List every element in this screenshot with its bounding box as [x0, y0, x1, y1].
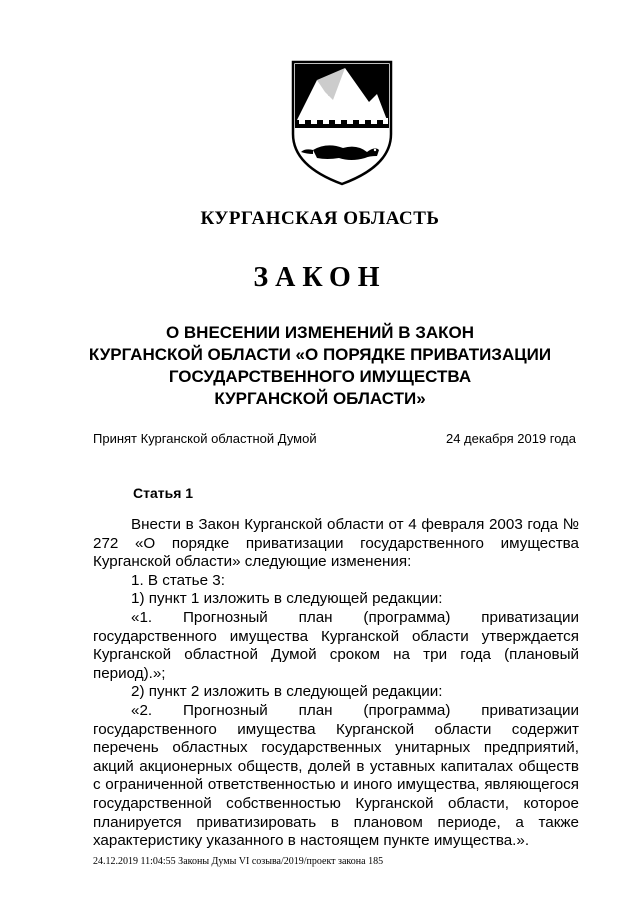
adoption-row — [93, 431, 576, 447]
article-paragraph: Внести в Закон Курганской области от 4 февраля 2003 года № 272 «О порядке приватизации государственного имущества Курганской области» следующие изменения: — [93, 516, 579, 571]
article-paragraph: «1. Прогнозный план (программа) приватизации государственного имущества Курганской области утверждается Курганской областной Думой сроком на три года (плановый период).»; — [93, 608, 579, 682]
article-body — [93, 516, 579, 851]
article-paragraph: 1. В статье 3: — [131, 571, 225, 589]
coat-of-arms-emblem — [287, 60, 397, 186]
article-paragraph: «2. Прогнозный план (программа) приватизации государственного имущества Курганской области содержит перечень областных государственных унитарных предприятий, акций акционерных обществ, долей в уставных капиталах обществ с ограниченной ответственностью и иного имущества, являющегося государственной собственностью Курганской области, которое планируется приватизировать в плановом периоде, а также характеристику указанного в настоящем пункте имущества.». — [93, 701, 579, 850]
article-paragraph: 2) пункт 2 изложить в следующей редакции: — [131, 683, 443, 701]
title-line: КУРГАНСКОЙ ОБЛАСТИ «О ПОРЯДКЕ ПРИВАТИЗАЦИИ — [88, 345, 552, 364]
title-line: ГОСУДАРСТВЕННОГО ИМУЩЕСТВА — [168, 367, 472, 386]
document-type: ЗАКОН — [253, 262, 387, 293]
adoption-date: 24 декабря 2019 года — [445, 431, 576, 446]
title-line: О ВНЕСЕНИИ ИЗМЕНЕНИЙ В ЗАКОН — [165, 323, 475, 342]
title-line: КУРГАНСКОЙ ОБЛАСТИ» — [214, 389, 426, 408]
footer-filename: 24.12.2019 11:04:55 Законы Думы VI созыва/2019/проект закона 185 — [93, 856, 384, 867]
region-name: КУРГАНСКАЯ ОБЛАСТЬ — [200, 208, 440, 229]
document-title — [60, 322, 580, 410]
article-heading: Статья 1 — [133, 485, 194, 501]
adopted-by-text: Принят Курганской областной Думой — [93, 431, 317, 446]
article-paragraph: 1) пункт 1 изложить в следующей редакции: — [131, 590, 443, 608]
